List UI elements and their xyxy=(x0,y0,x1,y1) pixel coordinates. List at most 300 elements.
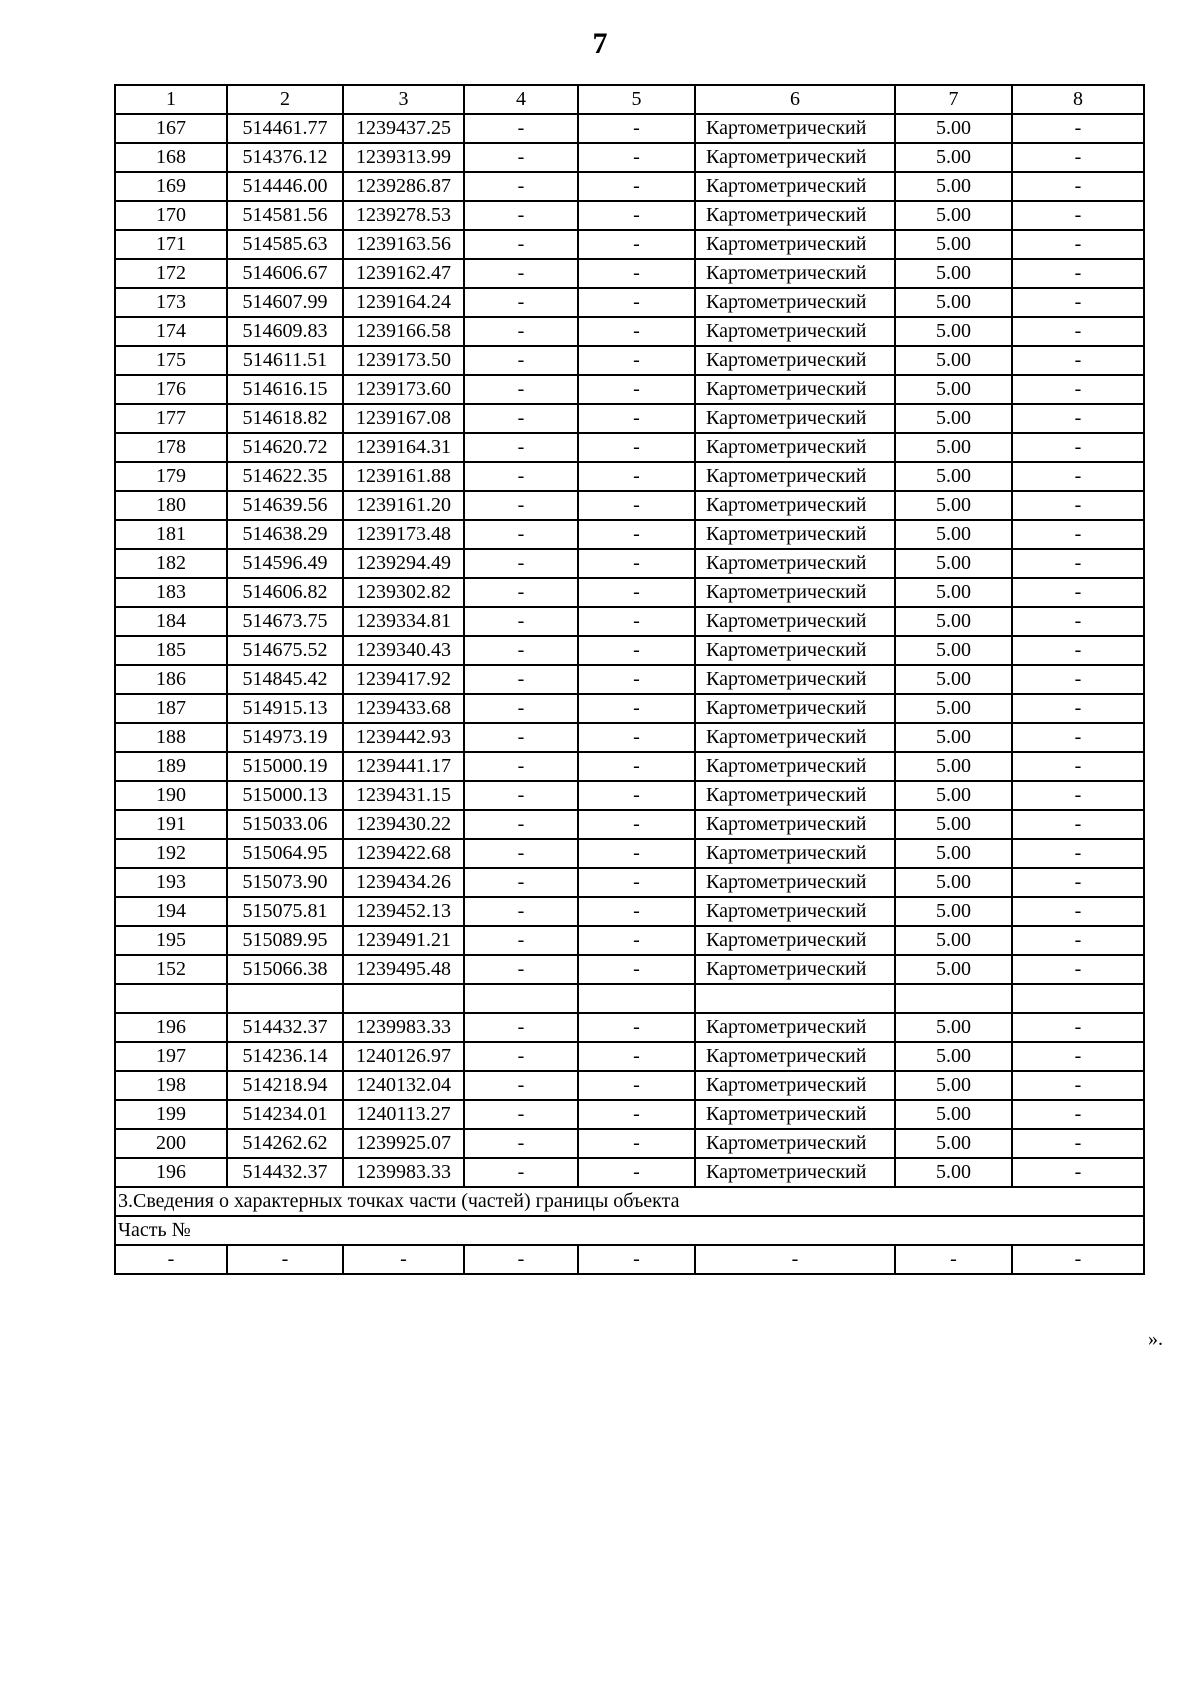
table-cell: Картометрический xyxy=(695,1042,895,1071)
table-cell: 1239491.21 xyxy=(343,926,464,955)
coordinates-table xyxy=(114,84,1145,1275)
table-cell: Картометрический xyxy=(695,288,895,317)
table-cell: 5 xyxy=(578,85,695,114)
table-cell: - xyxy=(1012,810,1144,839)
table-row xyxy=(115,201,1144,230)
table-cell: 514639.56 xyxy=(227,491,343,520)
table-cell: Картометрический xyxy=(695,114,895,143)
table-cell: - xyxy=(578,781,695,810)
table-cell: - xyxy=(578,839,695,868)
part-row xyxy=(115,1245,1144,1274)
table-cell: 514622.35 xyxy=(227,462,343,491)
table-cell: - xyxy=(695,1245,895,1274)
table-cell: 5.00 xyxy=(895,1013,1012,1042)
table-cell: 5.00 xyxy=(895,752,1012,781)
table-cell: 196 xyxy=(115,1158,227,1187)
table-cell: 5.00 xyxy=(895,491,1012,520)
table-cell: Картометрический xyxy=(695,926,895,955)
table-cell: 7 xyxy=(895,85,1012,114)
table-cell: 1239983.33 xyxy=(343,1158,464,1187)
table-cell: 5.00 xyxy=(895,549,1012,578)
table-cell: 180 xyxy=(115,491,227,520)
table-cell: - xyxy=(464,143,578,172)
table-body xyxy=(115,85,1144,1274)
table-cell: 5.00 xyxy=(895,462,1012,491)
table-cell: 185 xyxy=(115,636,227,665)
table-cell: Картометрический xyxy=(695,723,895,752)
table-cell: 514432.37 xyxy=(227,1013,343,1042)
table-cell: - xyxy=(464,172,578,201)
table-cell: - xyxy=(464,926,578,955)
table-cell: 5.00 xyxy=(895,172,1012,201)
table-cell: Картометрический xyxy=(695,781,895,810)
table-cell: 1239302.82 xyxy=(343,578,464,607)
table-cell: - xyxy=(1012,1245,1144,1274)
table-cell: 1239294.49 xyxy=(343,549,464,578)
table-cell: 195 xyxy=(115,926,227,955)
table-cell: - xyxy=(464,491,578,520)
table-row xyxy=(115,607,1144,636)
table-cell: Картометрический xyxy=(695,1013,895,1042)
table-row xyxy=(115,375,1144,404)
table-cell: 1239925.07 xyxy=(343,1129,464,1158)
table-cell: 5.00 xyxy=(895,868,1012,897)
table-header-row xyxy=(115,85,1144,114)
table-cell: - xyxy=(578,1129,695,1158)
table-row xyxy=(115,491,1144,520)
table-cell: - xyxy=(1012,1158,1144,1187)
table-cell: 4 xyxy=(464,85,578,114)
table-cell: 515000.13 xyxy=(227,781,343,810)
table-cell: 514915.13 xyxy=(227,694,343,723)
table-cell: - xyxy=(227,1245,343,1274)
table-cell: Картометрический xyxy=(695,259,895,288)
table-cell: - xyxy=(578,636,695,665)
table-cell: 1239417.92 xyxy=(343,665,464,694)
table-cell: - xyxy=(1012,1100,1144,1129)
table-cell: Картометрический xyxy=(695,230,895,259)
table-cell: - xyxy=(464,1245,578,1274)
table-row xyxy=(115,955,1144,984)
table-cell: 1239495.48 xyxy=(343,955,464,984)
table-row xyxy=(115,433,1144,462)
table-cell: - xyxy=(578,665,695,694)
table-row xyxy=(115,839,1144,868)
table-cell: 5.00 xyxy=(895,781,1012,810)
table-row xyxy=(115,143,1144,172)
table-cell: 514218.94 xyxy=(227,1071,343,1100)
table-cell: 514973.19 xyxy=(227,723,343,752)
table-cell: 515089.95 xyxy=(227,926,343,955)
table-cell: Картометрический xyxy=(695,665,895,694)
table-cell: - xyxy=(578,317,695,346)
table-cell: 198 xyxy=(115,1071,227,1100)
table-cell: 1239340.43 xyxy=(343,636,464,665)
table-cell: 1239983.33 xyxy=(343,1013,464,1042)
table-cell: Картометрический xyxy=(695,752,895,781)
table-cell: - xyxy=(464,317,578,346)
table-cell: 199 xyxy=(115,1100,227,1129)
table-cell: 5.00 xyxy=(895,1042,1012,1071)
table-cell: 188 xyxy=(115,723,227,752)
table-cell: 5.00 xyxy=(895,578,1012,607)
table-cell: Картометрический xyxy=(695,520,895,549)
table-cell: - xyxy=(578,752,695,781)
table-cell: 514262.62 xyxy=(227,1129,343,1158)
table-cell: 2 xyxy=(227,85,343,114)
table-cell: 5.00 xyxy=(895,1071,1012,1100)
table-cell: - xyxy=(464,636,578,665)
table-cell: - xyxy=(578,578,695,607)
table-cell: - xyxy=(1012,897,1144,926)
table-cell: - xyxy=(1012,926,1144,955)
table-row xyxy=(115,897,1144,926)
table-cell: Картометрический xyxy=(695,549,895,578)
section-title-row xyxy=(115,1187,1144,1216)
table-cell xyxy=(1012,984,1144,1013)
table-cell: - xyxy=(578,520,695,549)
table-cell: - xyxy=(1012,172,1144,201)
table-row xyxy=(115,549,1144,578)
table-cell: 5.00 xyxy=(895,201,1012,230)
table-cell: 186 xyxy=(115,665,227,694)
table-cell: 173 xyxy=(115,288,227,317)
table-row xyxy=(115,1013,1144,1042)
table-cell: - xyxy=(1012,143,1144,172)
table-row xyxy=(115,288,1144,317)
part-label-row xyxy=(115,1216,1144,1245)
table-cell: 1239286.87 xyxy=(343,172,464,201)
table-cell: - xyxy=(578,462,695,491)
table-cell: - xyxy=(578,143,695,172)
table-cell: - xyxy=(1012,288,1144,317)
table-cell: 514234.01 xyxy=(227,1100,343,1129)
table-cell: - xyxy=(464,607,578,636)
table-cell: 514675.52 xyxy=(227,636,343,665)
table-cell xyxy=(578,984,695,1013)
table-cell: - xyxy=(578,375,695,404)
page-number: 7 xyxy=(592,27,608,60)
table-cell: - xyxy=(464,433,578,462)
table-cell: - xyxy=(1012,1129,1144,1158)
table-cell: 515033.06 xyxy=(227,810,343,839)
table-cell: 1239161.20 xyxy=(343,491,464,520)
table-cell: Картометрический xyxy=(695,433,895,462)
table-cell: - xyxy=(464,1158,578,1187)
table-cell: Картометрический xyxy=(695,491,895,520)
table-cell: - xyxy=(464,955,578,984)
table-cell: 1239173.60 xyxy=(343,375,464,404)
table-cell: 1240132.04 xyxy=(343,1071,464,1100)
table-row xyxy=(115,462,1144,491)
table-cell xyxy=(464,984,578,1013)
table-cell: - xyxy=(578,172,695,201)
table-cell: - xyxy=(1012,520,1144,549)
table-cell: 3 xyxy=(343,85,464,114)
table-cell: 192 xyxy=(115,839,227,868)
table-row xyxy=(115,172,1144,201)
table-cell: - xyxy=(343,1245,464,1274)
table-cell: - xyxy=(578,230,695,259)
closing-quote-mark: ». xyxy=(1148,1328,1163,1350)
table-row xyxy=(115,665,1144,694)
table-cell: - xyxy=(578,1071,695,1100)
table-cell: 514376.12 xyxy=(227,143,343,172)
table-cell: 1239437.25 xyxy=(343,114,464,143)
empty-separator-row xyxy=(115,984,1144,1013)
table-cell: Картометрический xyxy=(695,317,895,346)
table-cell: 514607.99 xyxy=(227,288,343,317)
table-row xyxy=(115,114,1144,143)
table-cell: - xyxy=(578,810,695,839)
table-cell: 1239164.31 xyxy=(343,433,464,462)
table-cell: 5.00 xyxy=(895,810,1012,839)
table-cell: - xyxy=(578,723,695,752)
table-cell: 189 xyxy=(115,752,227,781)
table-cell: - xyxy=(578,433,695,462)
table-cell: 5.00 xyxy=(895,317,1012,346)
table-cell: 5.00 xyxy=(895,259,1012,288)
table-cell: 514585.63 xyxy=(227,230,343,259)
table-cell: - xyxy=(895,1245,1012,1274)
table-cell: 1239441.17 xyxy=(343,752,464,781)
table-cell: 5.00 xyxy=(895,839,1012,868)
table-cell: - xyxy=(464,549,578,578)
table-cell: 172 xyxy=(115,259,227,288)
table-cell: - xyxy=(464,520,578,549)
table-cell: - xyxy=(1012,549,1144,578)
table-cell: 514609.83 xyxy=(227,317,343,346)
table-cell: - xyxy=(1012,839,1144,868)
table-row xyxy=(115,578,1144,607)
table-row xyxy=(115,781,1144,810)
table-cell: - xyxy=(578,346,695,375)
table-cell: 1239167.08 xyxy=(343,404,464,433)
table-row xyxy=(115,636,1144,665)
table-cell: 176 xyxy=(115,375,227,404)
table-cell: 6 xyxy=(695,85,895,114)
table-cell: - xyxy=(1012,723,1144,752)
table-cell: 1240126.97 xyxy=(343,1042,464,1071)
table-cell: 169 xyxy=(115,172,227,201)
table-cell: - xyxy=(464,1042,578,1071)
table-cell: - xyxy=(1012,259,1144,288)
table-cell: Картометрический xyxy=(695,607,895,636)
table-cell: 514616.15 xyxy=(227,375,343,404)
table-cell: 514446.00 xyxy=(227,172,343,201)
table-cell: 196 xyxy=(115,1013,227,1042)
table-cell: Картометрический xyxy=(695,1100,895,1129)
table-cell: Картометрический xyxy=(695,172,895,201)
table-cell: - xyxy=(1012,433,1144,462)
table-cell: 5.00 xyxy=(895,346,1012,375)
table-cell: - xyxy=(1012,752,1144,781)
table-cell: 515000.19 xyxy=(227,752,343,781)
table-cell: 5.00 xyxy=(895,114,1012,143)
table-cell: 5.00 xyxy=(895,607,1012,636)
table-cell: 515064.95 xyxy=(227,839,343,868)
table-cell: 179 xyxy=(115,462,227,491)
table-row xyxy=(115,926,1144,955)
table-row xyxy=(115,346,1144,375)
table-cell: - xyxy=(1012,346,1144,375)
part-label: Часть № xyxy=(115,1216,1144,1245)
table-cell: Картометрический xyxy=(695,201,895,230)
table-cell: - xyxy=(578,607,695,636)
table-cell: - xyxy=(464,868,578,897)
table-row xyxy=(115,1158,1144,1187)
table-cell: 5.00 xyxy=(895,143,1012,172)
table-cell: 5.00 xyxy=(895,636,1012,665)
table-cell: - xyxy=(464,1100,578,1129)
table-cell: 1239278.53 xyxy=(343,201,464,230)
table-cell: Картометрический xyxy=(695,1071,895,1100)
table-cell: - xyxy=(464,781,578,810)
table-cell: - xyxy=(1012,665,1144,694)
table-cell: - xyxy=(578,1100,695,1129)
table-row xyxy=(115,868,1144,897)
table-cell: - xyxy=(1012,694,1144,723)
table-cell: 5.00 xyxy=(895,433,1012,462)
table-cell: Картометрический xyxy=(695,868,895,897)
table-cell: - xyxy=(578,694,695,723)
table-cell: Картометрический xyxy=(695,897,895,926)
table-cell: 1239434.26 xyxy=(343,868,464,897)
table-cell: 182 xyxy=(115,549,227,578)
table-cell: - xyxy=(464,665,578,694)
table-cell: 5.00 xyxy=(895,897,1012,926)
table-cell: - xyxy=(578,404,695,433)
table-row xyxy=(115,1042,1144,1071)
table-cell: 174 xyxy=(115,317,227,346)
table-cell: 515073.90 xyxy=(227,868,343,897)
table-cell xyxy=(115,984,227,1013)
table-cell: - xyxy=(578,868,695,897)
table-cell: 1239442.93 xyxy=(343,723,464,752)
table-cell: 1239431.15 xyxy=(343,781,464,810)
table-row xyxy=(115,694,1144,723)
table-cell: Картометрический xyxy=(695,404,895,433)
table-cell: Картометрический xyxy=(695,955,895,984)
table-cell: - xyxy=(464,897,578,926)
table-cell xyxy=(895,984,1012,1013)
table-cell: - xyxy=(464,288,578,317)
table-cell: 1239452.13 xyxy=(343,897,464,926)
table-cell: 1239173.48 xyxy=(343,520,464,549)
table-cell: Картометрический xyxy=(695,578,895,607)
table-cell: 5.00 xyxy=(895,1129,1012,1158)
table-cell: 514236.14 xyxy=(227,1042,343,1071)
table-cell: - xyxy=(464,346,578,375)
table-cell: - xyxy=(1012,201,1144,230)
table-cell: - xyxy=(464,578,578,607)
table-cell: Картометрический xyxy=(695,375,895,404)
table-cell: 177 xyxy=(115,404,227,433)
table-cell: - xyxy=(1012,404,1144,433)
table-cell xyxy=(227,984,343,1013)
table-cell: 514606.67 xyxy=(227,259,343,288)
table-cell: 514618.82 xyxy=(227,404,343,433)
table-cell: 515075.81 xyxy=(227,897,343,926)
table-cell: 514673.75 xyxy=(227,607,343,636)
table-cell: 1239162.47 xyxy=(343,259,464,288)
table-cell: Картометрический xyxy=(695,1158,895,1187)
table-cell: - xyxy=(1012,375,1144,404)
table-row xyxy=(115,810,1144,839)
table-cell: - xyxy=(1012,1042,1144,1071)
table-cell: 5.00 xyxy=(895,1158,1012,1187)
table-cell: - xyxy=(115,1245,227,1274)
table-cell: 191 xyxy=(115,810,227,839)
table-row xyxy=(115,520,1144,549)
table-cell: - xyxy=(1012,114,1144,143)
table-cell: - xyxy=(464,694,578,723)
table-cell: - xyxy=(1012,607,1144,636)
table-cell: 1239173.50 xyxy=(343,346,464,375)
table-cell: 5.00 xyxy=(895,723,1012,752)
table-cell: 1239163.56 xyxy=(343,230,464,259)
table-cell: - xyxy=(464,1013,578,1042)
table-cell: 5.00 xyxy=(895,288,1012,317)
table-row xyxy=(115,1129,1144,1158)
table-row xyxy=(115,404,1144,433)
table-row xyxy=(115,1071,1144,1100)
table-cell: 5.00 xyxy=(895,926,1012,955)
table-cell xyxy=(695,984,895,1013)
table-cell: Картометрический xyxy=(695,143,895,172)
table-cell: - xyxy=(578,897,695,926)
table-cell: - xyxy=(1012,230,1144,259)
table-cell: 171 xyxy=(115,230,227,259)
table-cell: 168 xyxy=(115,143,227,172)
table-cell: - xyxy=(464,752,578,781)
table-cell: - xyxy=(578,259,695,288)
table-cell: 5.00 xyxy=(895,1100,1012,1129)
table-cell xyxy=(343,984,464,1013)
table-cell: 5.00 xyxy=(895,694,1012,723)
table-cell: 514638.29 xyxy=(227,520,343,549)
table-row xyxy=(115,1100,1144,1129)
table-cell: - xyxy=(1012,462,1144,491)
table-cell: - xyxy=(464,201,578,230)
table-cell: 1 xyxy=(115,85,227,114)
table-cell: 1239166.58 xyxy=(343,317,464,346)
table-cell: Картометрический xyxy=(695,839,895,868)
table-cell: 515066.38 xyxy=(227,955,343,984)
table-cell: 514581.56 xyxy=(227,201,343,230)
table-cell: 194 xyxy=(115,897,227,926)
table-cell: - xyxy=(464,810,578,839)
table-cell: 183 xyxy=(115,578,227,607)
table-cell: 200 xyxy=(115,1129,227,1158)
table-cell: 193 xyxy=(115,868,227,897)
table-cell: - xyxy=(578,549,695,578)
table-cell: Картометрический xyxy=(695,346,895,375)
table-cell: 178 xyxy=(115,433,227,462)
table-cell: - xyxy=(464,1071,578,1100)
table-row xyxy=(115,259,1144,288)
table-row xyxy=(115,723,1144,752)
table-row xyxy=(115,317,1144,346)
table-cell: 170 xyxy=(115,201,227,230)
table-cell: - xyxy=(464,404,578,433)
table-cell: - xyxy=(578,926,695,955)
table-cell: - xyxy=(1012,491,1144,520)
table-cell: Картометрический xyxy=(695,462,895,491)
table-cell: 1239164.24 xyxy=(343,288,464,317)
table-cell: Картометрический xyxy=(695,636,895,665)
table-cell: - xyxy=(1012,317,1144,346)
